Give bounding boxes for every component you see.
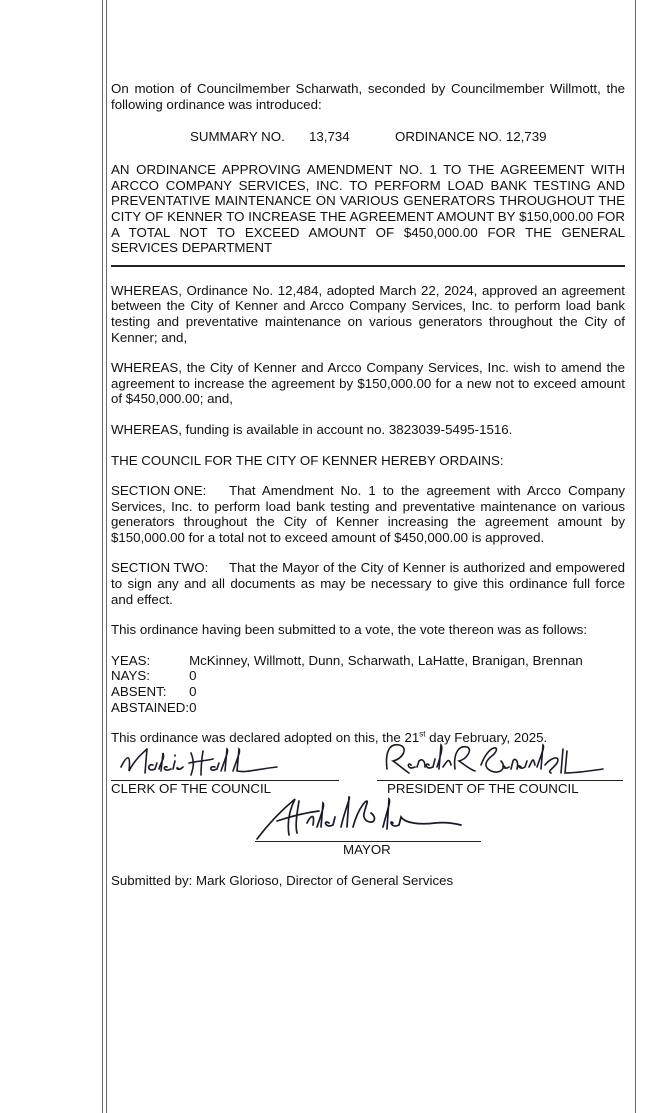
section-two-label: SECTION TWO: [111,560,209,576]
vote-intro: This ordinance having been submitted to a vote, the vote thereon was as follows: [111,622,588,638]
whereas-1: WHEREAS, Ordinance No. 12,484, adopted March 22, 2024, approved an agreement between the City of Kenner and Arcco Company Services, Inc. to perform load bank testing and preventative maintenance on various generators throughout the City of Kenner; and, [111,282,625,345]
president-title: PRESIDENT OF THE COUNCIL [387,781,579,796]
vote-value: 0 [189,684,197,700]
adoption-date-text: day February, 2025. [425,730,548,746]
vote-row [111,700,583,716]
section-two [111,560,625,607]
clerk-signature-name: Natalie Hall [117,779,123,780]
vote-label: ABSENT: [111,684,167,700]
mayor-signature [249,793,465,845]
summary-line [111,129,625,145]
summary-number: 13,734 [309,129,350,145]
vote-label: NAYS: [111,668,150,684]
mayor-title: MAYOR [343,842,391,857]
section-one-label: SECTION ONE: [111,483,207,499]
president-signature-block [377,745,623,795]
whereas-3: WHEREAS, funding is available in account no. 3823039-5495-1516. [111,421,513,437]
mayor-signature-name: Michael Glaser [249,843,256,844]
ordinance-document [111,81,625,746]
ordinance-number: ORDINANCE NO. 12,739 [395,129,547,145]
president-signature-name: Ronald R. Scharwath [381,779,391,780]
section-one-text: That Amendment No. 1 to the agreement with Arcco Company Services, Inc. to perform load bank testing and preventative maintenance on various generators throughout the City of Kenner increasing the agreement amount by $150,000.00 for a total not to exceed amount of $450,000.00 is approved. [111,483,625,545]
vote-value: 0 [189,699,197,715]
vote-row [111,668,583,684]
title-divider [111,265,625,267]
adoption-text: This ordinance was declared adopted on this, the 21 [111,730,420,746]
section-one [111,483,625,545]
vote-row [111,684,583,700]
clerk-signature-block [111,745,339,795]
intro-paragraph: On motion of Councilmember Scharwath, seconded by Councilmember Willmott, the following ordinance was introduced: [111,81,625,112]
section-two-text: That the Mayor of the City of Kenner is authorized and empowered to sign any and all documents as may be necessary to give this ordinance full force and effect. [111,560,625,607]
left-margin-rule-inner [106,0,107,1113]
vote-value: 0 [189,668,197,684]
right-margin-rule [635,0,636,1113]
left-margin-rule-outer [102,0,103,1113]
ordains-statement: THE COUNCIL FOR THE CITY OF KENNER HEREBY ORDAINS: [111,452,504,468]
ordinance-title: AN ORDINANCE APPROVING AMENDMENT NO. 1 TO THE AGREEMENT WITH ARCCO COMPANY SERVICES, INC. TO PERFORM LOAD BANK TESTING AND PREVENTATIVE MAINTENANCE ON VARIOUS GENERATORS THROUGHOUT THE CITY OF KENNER TO INCREASE THE AGREEMENT AMOUNT BY $150,000.00 FOR A TOTAL NOT TO EXCEED AMOUNT OF $450,000.00 FOR THE GENERAL SERVICES DEPARTMENT [111,162,625,256]
vote-row [111,653,583,669]
vote-label: YEAS: [111,652,151,668]
clerk-signature [117,745,292,781]
mayor-signature-block [249,797,481,857]
ordinal-suffix: st [419,729,426,739]
vote-label: ABSTAINED: [111,699,190,715]
submitted-by: Submitted by: Mark Glorioso, Director of General Services [111,873,454,888]
summary-label: SUMMARY NO. [190,129,285,145]
clerk-title: CLERK OF THE COUNCIL [111,781,272,796]
whereas-2: WHEREAS, the City of Kenner and Arcco Company Services, Inc. wish to amend the agreement to increase the agreement by $150,000.00 for a new not to exceed amount of $450,000.00; and, [111,360,625,407]
vote-value: McKinney, Willmott, Dunn, Scharwath, LaHatte, Branigan, Brennan [189,652,583,668]
vote-table [111,653,583,715]
signature-area [111,745,631,865]
president-signature [381,739,611,781]
